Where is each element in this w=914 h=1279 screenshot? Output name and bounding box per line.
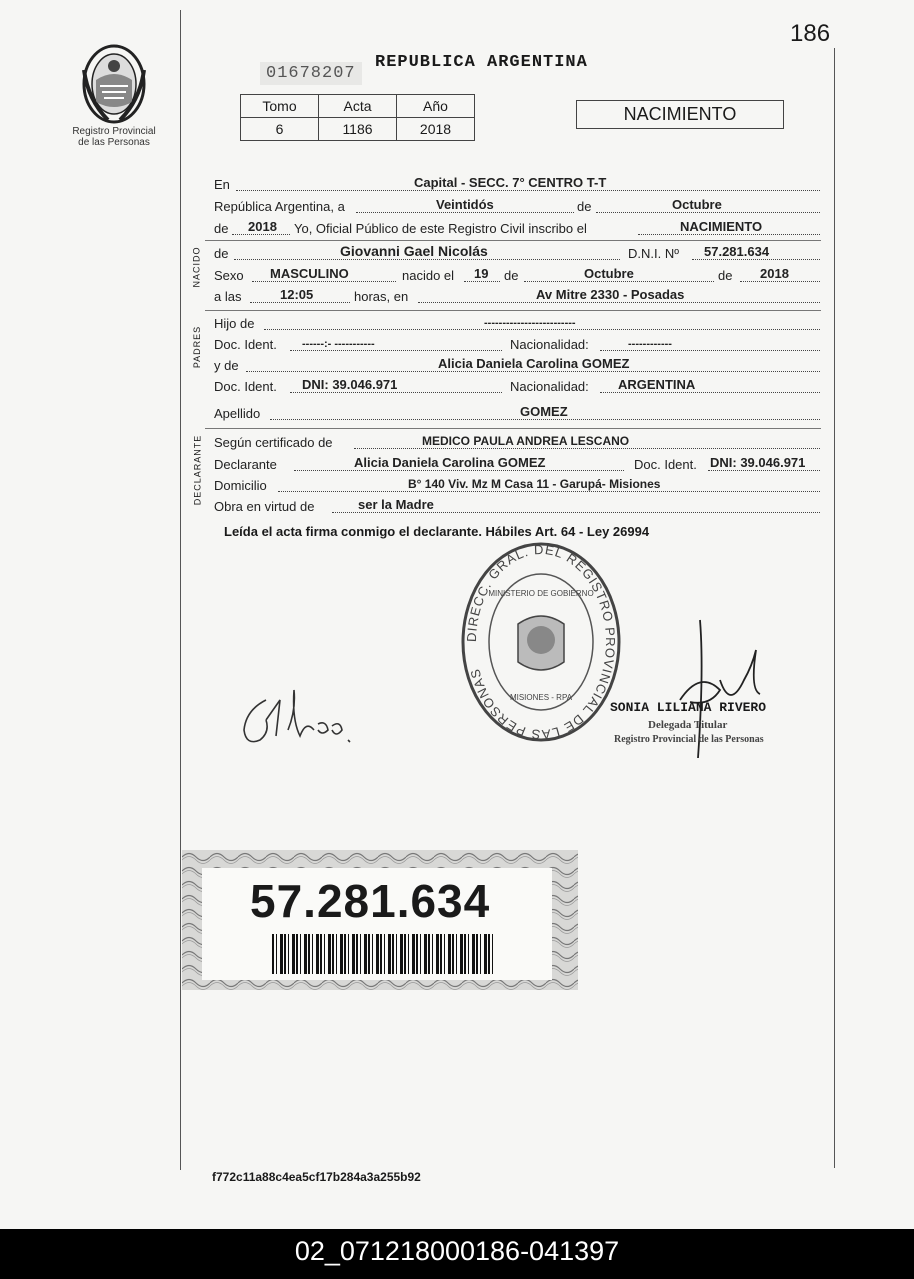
birth-de-label: de — [504, 268, 519, 283]
document-hash: f772c11a88c4ea5cf17b284a3a255b92 — [212, 1170, 421, 1184]
logo-caption-line2: de las Personas — [78, 137, 150, 148]
birth-place: Av Mitre 2330 - Posadas — [536, 287, 685, 302]
row-hijo — [214, 313, 820, 333]
day-value: Veintidós — [436, 197, 494, 212]
footer-bar — [0, 1229, 914, 1279]
header-acta: Acta — [319, 95, 397, 118]
row-mother — [214, 355, 820, 375]
birth-de2-label: de — [718, 268, 733, 283]
nacido-de-label: de — [214, 246, 229, 261]
row-sexo — [214, 265, 820, 285]
obra-label: Obra en virtud de — [214, 499, 315, 514]
birth-year: 2018 — [760, 266, 789, 281]
horas-label: horas, en — [354, 289, 409, 304]
sticker-number: 57.281.634 — [250, 875, 491, 927]
hijo-label: Hijo de — [214, 316, 255, 331]
sticker-panel — [202, 868, 552, 980]
legal-text: Leída el acta firma conmigo el declarante. Hábiles Art. 64 - Ley 26994 — [224, 524, 650, 539]
record-type-box: NACIMIENTO — [576, 100, 784, 129]
row-father-doc — [214, 334, 820, 354]
de2-label: de — [214, 221, 229, 236]
republica-label: República Argentina, a — [214, 199, 345, 214]
right-margin-line — [834, 48, 835, 1168]
row-en — [214, 174, 820, 194]
row-certificado — [214, 432, 820, 452]
dni-label: D.N.I. Nº — [628, 246, 679, 261]
row-obra — [214, 496, 820, 516]
row-nacido-name — [214, 243, 820, 263]
row-declarante — [214, 454, 820, 474]
decl-label: Declarante — [214, 457, 277, 472]
page-number: 186 — [790, 20, 831, 47]
row-hora — [214, 286, 820, 306]
birth-time: 12:05 — [280, 287, 314, 302]
mother-nac: ARGENTINA — [618, 377, 696, 392]
nacido-el-label: nacido el — [402, 268, 455, 283]
province-seal-logo — [78, 40, 150, 124]
official-office: Registro Provincial de las Personas — [614, 734, 764, 745]
birth-day: 19 — [474, 266, 489, 281]
decl-doc: DNI: 39.046.971 — [710, 455, 806, 470]
sexo-value: MASCULINO — [270, 266, 349, 281]
stamp-inner-text: MINISTERIO DE GOBIERNO — [488, 589, 594, 598]
row-domicilio — [214, 475, 820, 495]
record-table — [240, 94, 475, 141]
separator-padres-top — [205, 310, 821, 311]
dni-sticker — [182, 850, 578, 990]
month-value: Octubre — [672, 197, 722, 212]
barcode — [272, 934, 496, 974]
dom-value: B° 140 Viv. Mz M Casa 11 - Garupá- Misiones — [408, 477, 661, 491]
father-nac: ------------ — [628, 338, 672, 350]
de-label: de — [577, 199, 592, 214]
section-label-nacido: NACIDO — [191, 246, 202, 288]
row-apellido — [214, 403, 820, 423]
mother-nac-label: Nacionalidad: — [510, 379, 589, 394]
section-label-padres: PADRES — [192, 325, 203, 369]
birth-month: Octubre — [584, 266, 634, 281]
a-las-label: a las — [214, 289, 242, 304]
separator-nacido-top — [205, 240, 821, 241]
logo-caption — [62, 126, 166, 148]
nacido-dni: 57.281.634 — [704, 244, 770, 259]
oficial-text: Yo, Oficial Público de este Registro Civil inscribo el — [294, 221, 587, 236]
yde-label: y de — [214, 358, 239, 373]
left-margin-line — [180, 10, 181, 1170]
mother-name: Alicia Daniela Carolina GOMEZ — [438, 356, 630, 371]
nacido-name: Giovanni Gael Nicolás — [340, 243, 488, 259]
declarant-signature — [236, 680, 366, 755]
mother-doc-label: Doc. Ident. — [214, 379, 277, 394]
dom-label: Domicilio — [214, 478, 267, 493]
en-label: En — [214, 177, 230, 192]
obra-value: ser la Madre — [358, 497, 434, 512]
stamp-outer-text: DIRECC. GRAL. DEL REGISTRO PROVINCIAL DE LAS PERSONAS — [463, 541, 619, 743]
official-name: SONIA LILIANA RIVERO — [610, 700, 767, 715]
father-doc: ------:- ----------- — [302, 338, 375, 350]
header-tomo: Tomo — [241, 95, 319, 118]
serial-number: 01678207 — [260, 62, 362, 85]
inscribo-value: NACIMIENTO — [680, 219, 763, 234]
separator-declarante-top — [205, 428, 821, 429]
logo-caption-line1: Registro Provincial — [72, 126, 156, 137]
father-name: ------------------------- — [484, 317, 576, 329]
footer-code: 02_071218000186-041397 — [294, 1236, 620, 1266]
stamp-bottom-text: MISIONES - RPA — [509, 693, 573, 702]
header-anio: Año — [397, 95, 475, 118]
en-value: Capital - SECC. 7° CENTRO T-T — [414, 175, 607, 190]
father-nac-label: Nacionalidad: — [510, 337, 589, 352]
value-anio: 2018 — [397, 118, 475, 141]
apellido-label: Apellido — [214, 406, 261, 421]
decl-value: Alicia Daniela Carolina GOMEZ — [354, 455, 546, 470]
row-republica — [214, 196, 820, 216]
mother-doc: DNI: 39.046.971 — [302, 377, 398, 392]
record-table-header-row — [241, 95, 475, 118]
row-oficial — [214, 218, 820, 238]
section-label-declarante: DECLARANTE — [192, 434, 203, 506]
apellido-value: GOMEZ — [520, 404, 568, 419]
father-doc-label: Doc. Ident. — [214, 337, 277, 352]
decl-doc-label: Doc. Ident. — [634, 457, 697, 472]
year-value: 2018 — [248, 219, 277, 234]
cert-label: Según certificado de — [214, 435, 333, 450]
sexo-label: Sexo — [214, 268, 244, 283]
value-tomo: 6 — [241, 118, 319, 141]
official-role: Delegada Titular — [648, 719, 728, 731]
record-table-value-row — [241, 118, 475, 141]
value-acta: 1186 — [319, 118, 397, 141]
official-stamp — [456, 540, 626, 745]
row-mother-doc — [214, 376, 820, 396]
document-title: REPUBLICA ARGENTINA — [375, 53, 588, 72]
cert-value: MEDICO PAULA ANDREA LESCANO — [422, 434, 630, 448]
